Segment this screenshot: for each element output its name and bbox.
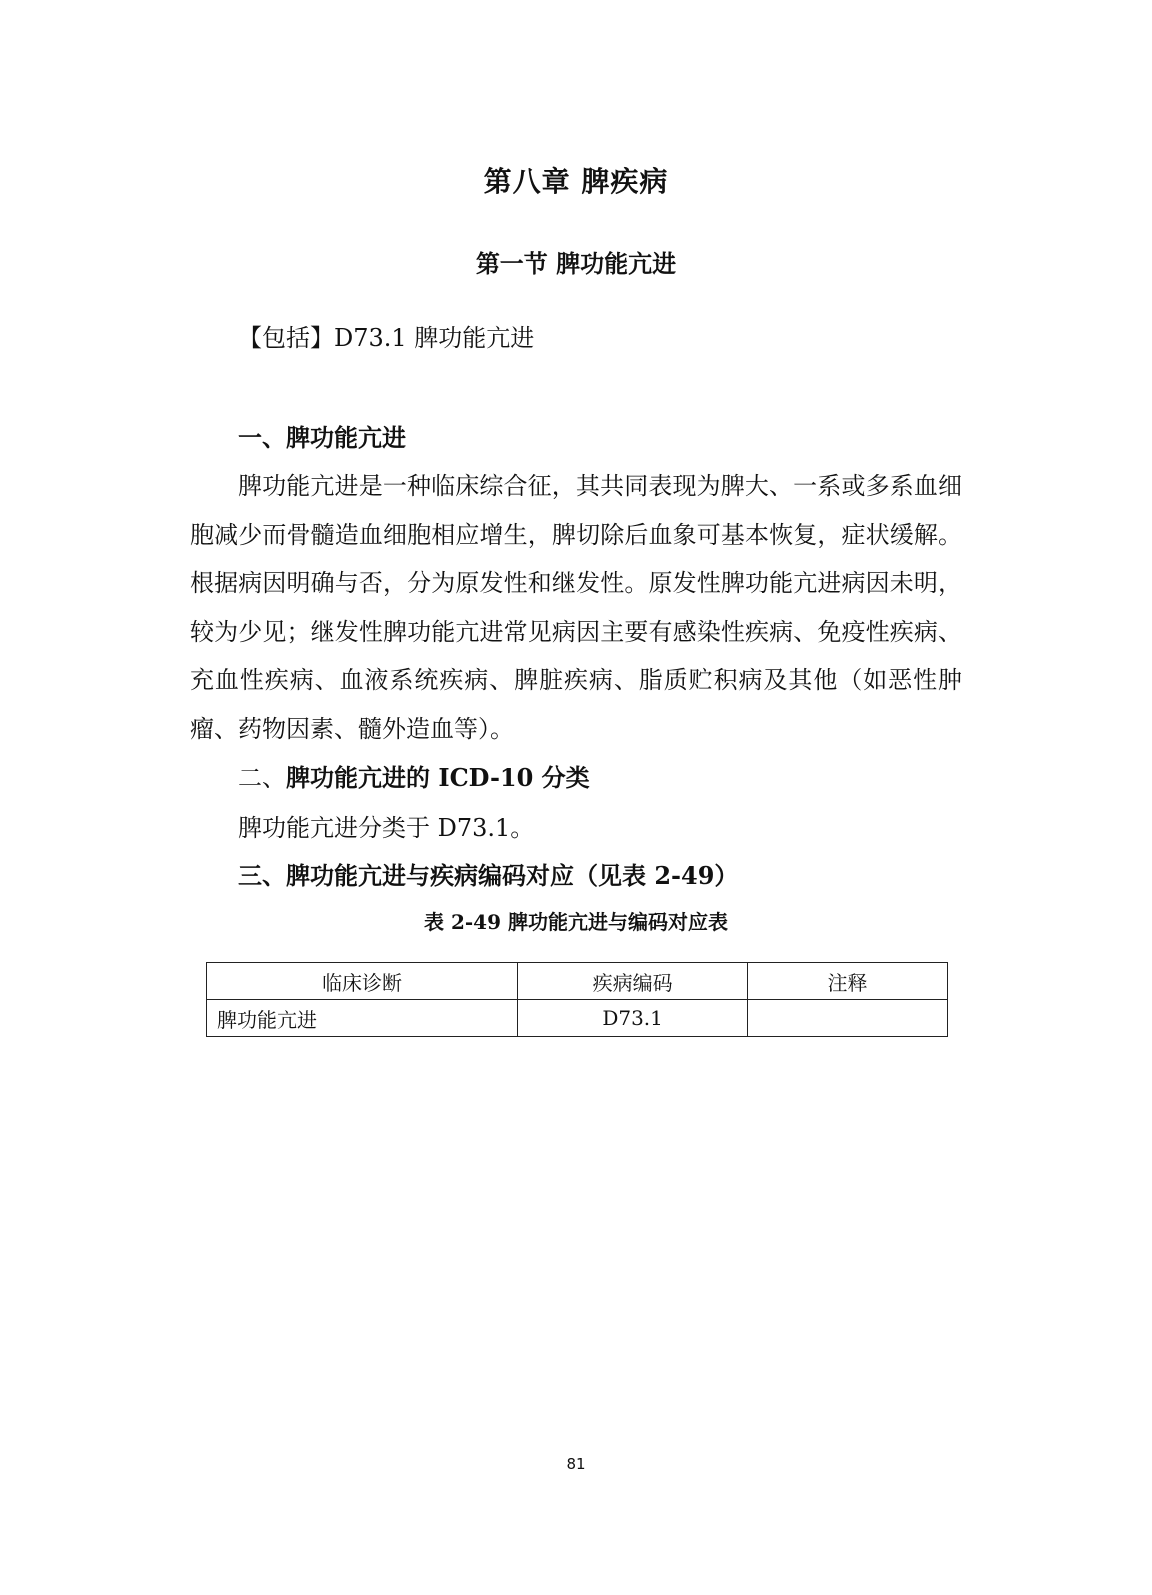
code-table [206, 962, 948, 1037]
section-title: 第一节 脾功能亢进 [475, 249, 677, 278]
heading-1: 一、脾功能亢进 [238, 423, 406, 452]
table-header-notes: 注释 [748, 963, 948, 1000]
heading-3: 三、脾功能亢进与疾病编码对应（见表 2-49） [238, 861, 739, 890]
chapter-title: 第八章 脾疾病 [483, 165, 669, 198]
table-cell-diagnosis: 脾功能亢进 [207, 1000, 518, 1037]
body-paragraph-1: 脾功能亢进是一种临床综合征，其共同表现为脾大、一系或多系血细胞减少而骨髓造血细胞相应增生，脾切除后血象可基本恢复，症状缓解。根据病因明确与否，分为原发性和继发性。原发性脾功能亢进病因未明，较为少见；继发性脾功能亢进常见病因主要有感染性疾病、免疫性疾病、充血性疾病、血液系统疾病、脾脏疾病、脂质贮积病及其他（如恶性肿瘤、药物因素、髓外造血等）。 [190, 472, 962, 743]
page-number: 81 [566, 1455, 586, 1473]
table-caption: 表 2-49 脾功能亢进与编码对应表 [424, 910, 728, 934]
table-row [207, 1000, 948, 1037]
table-header-diagnosis: 临床诊断 [207, 963, 518, 1000]
table-cell-code: D73.1 [518, 1000, 748, 1037]
table-cell-notes [748, 1000, 948, 1037]
includes-line: 【包括】D73.1 脾功能亢进 [238, 324, 535, 352]
body-paragraph-2: 脾功能亢进分类于 D73.1。 [238, 814, 535, 842]
table-header-row [207, 963, 948, 1000]
heading-2-prefix: 二、 [238, 764, 286, 792]
heading-2-text: 脾功能亢进的 ICD-10 分类 [286, 763, 590, 792]
heading-2 [238, 758, 590, 793]
table-header-code: 疾病编码 [518, 963, 748, 1000]
